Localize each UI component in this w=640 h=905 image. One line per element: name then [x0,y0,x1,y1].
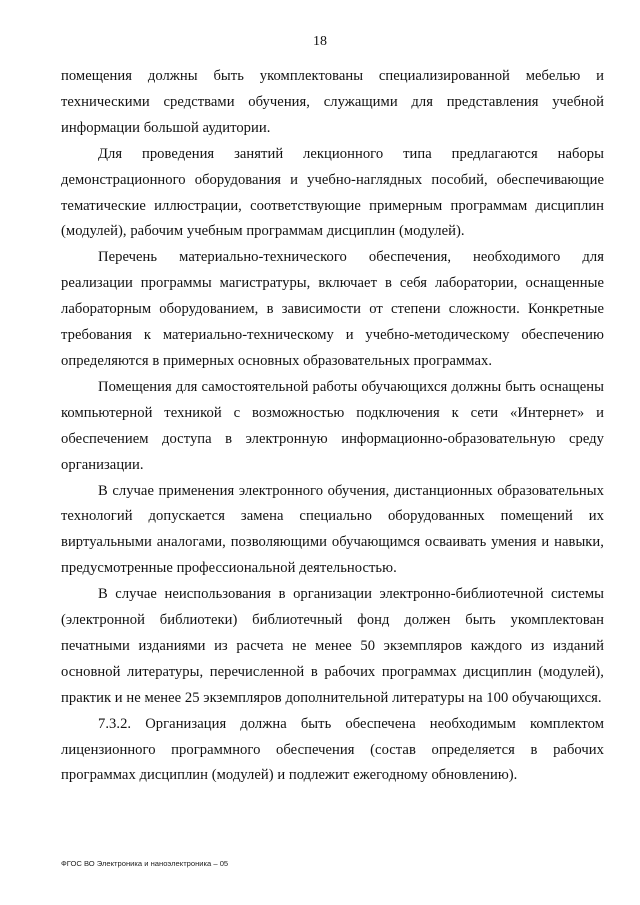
paragraph-library-fund: В случае неиспользования в организации электронно-библиотечной системы (электронной библиотеки) библиотечный фонд должен быть укомплектован печатными изданиями из расчета не менее 50 экземпляров каждого из изданий основной литературы, перечисленной в рабочих программах дисциплин (модулей), практик и не менее 25 экземпляров дополнительной литературы на 100 обучающихся. [61,586,604,706]
page-footer: ФГОС ВО Электроника и наноэлектроника – 05 [61,859,229,868]
paragraph-continued: помещения должны быть укомплектованы специализированной мебелью и техническими средствами обучения, служащими для представления учебной информации большой аудитории. [61,68,604,136]
paragraph-e-learning: В случае применения электронного обучения, дистанционных образовательных технологий допускается замена специально оборудованных помещений их виртуальными аналогами, позволяющими обучающимся осваивать умения и навыки, предусмотренные профессиональной деятельностью. [61,482,604,577]
page-number: 18 [313,34,327,49]
paragraph-licensed-software: 7.3.2. Организация должна быть обеспечена необходимым комплектом лицензионного программного обеспечения (состав определяется в рабочих программах дисциплин (модулей) и подлежит ежегодному обновлению). [61,715,604,784]
page-body [61,64,604,789]
paragraph-material-technical-support: Перечень материально-технического обеспечения, необходимого для реализации программы магистратуры, включает в себя лаборатории, оснащенные лабораторным оборудованием, в зависимости от степени сложности. Конкретные требования к материально-техническому и учебно-методическому обеспечению определяются в примерных основных образовательных программах. [61,249,604,369]
paragraph-self-study-rooms: Помещения для самостоятельной работы обучающихся должны быть оснащены компьютерной техникой с возможностью подключения к сети «Интернет» и обеспечением доступа в электронную информационно-образовательную среду организации. [61,378,604,473]
paragraph-lecture-equipment: Для проведения занятий лекционного типа предлагаются наборы демонстрационного оборудования и учебно-наглядных пособий, обеспечивающие тематические иллюстрации, соответствующие примерным программам дисциплин (модулей), рабочим учебным программам дисциплин (модулей). [61,145,604,240]
